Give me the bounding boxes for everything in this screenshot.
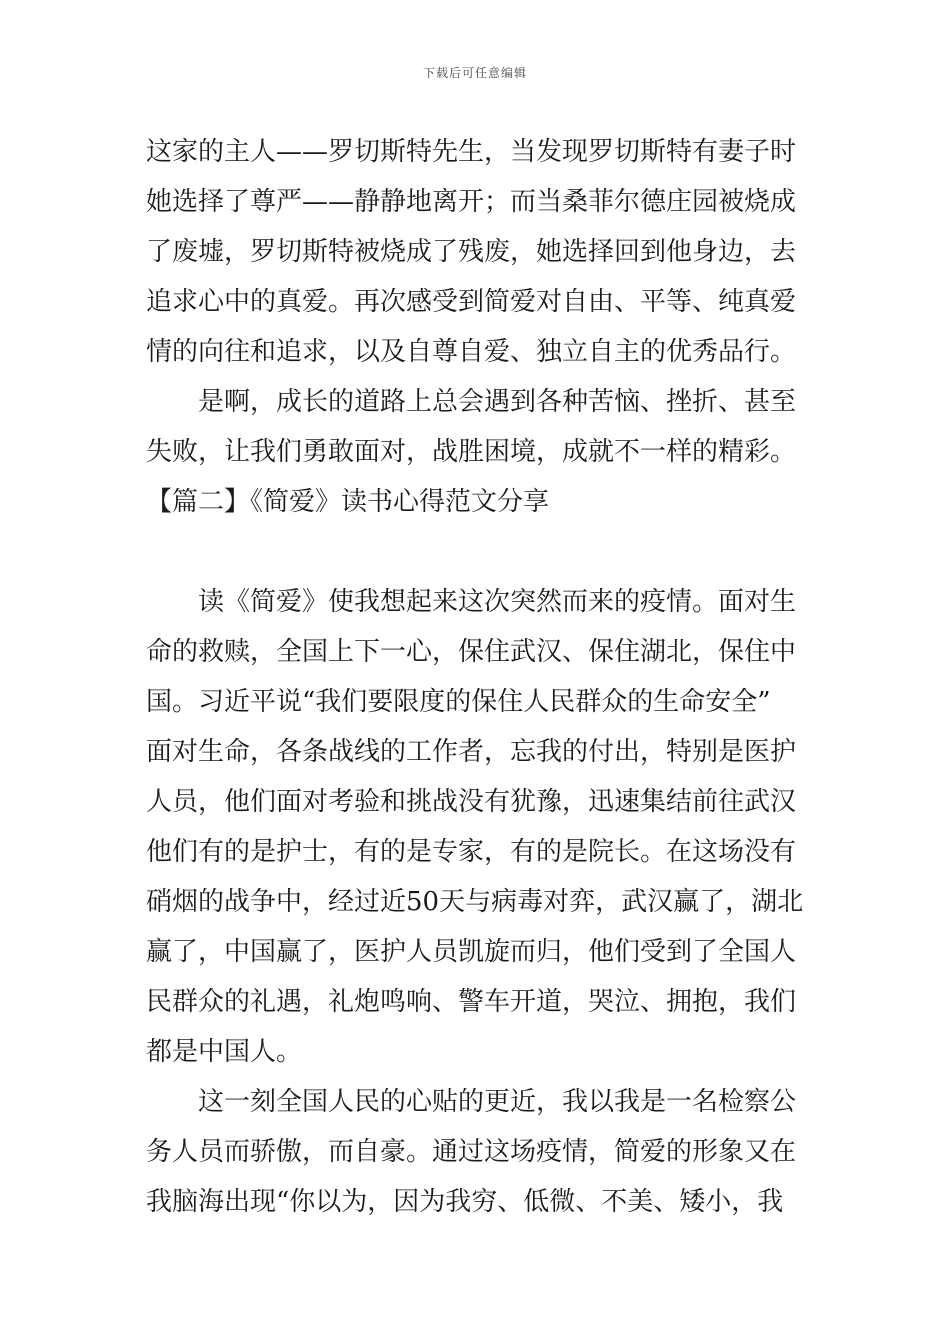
paragraph-line: 读《简爱》使我想起来这次突然而来的疫情。面对生 bbox=[198, 587, 797, 617]
paragraph-line: 了废墟，罗切斯特被烧成了残废，她选择回到他身边，去 bbox=[146, 237, 797, 267]
section-title: 【篇二】《简爱》读书心得范文分享 bbox=[146, 487, 550, 517]
paragraph-line: 赢了，中国赢了，医护人员凯旋而归，他们受到了全国人 bbox=[146, 937, 797, 967]
paragraph-line: 民群众的礼遇，礼炮鸣响、警车开道，哭泣、拥抱，我们 bbox=[146, 987, 797, 1017]
paragraph-line: 这一刻全国人民的心贴的更近，我以我是一名检察公 bbox=[198, 1087, 797, 1117]
paragraph-line: 我脑海出现“你以为，因为我穷、低微、不美、矮小，我 bbox=[146, 1187, 784, 1217]
paragraph-line: 硝烟的战争中，经过近50天与病毒对弈，武汉赢了，湖北 bbox=[146, 887, 804, 917]
paragraph-line: 人员，他们面对考验和挑战没有犹豫，迅速集结前往武汉 bbox=[146, 787, 797, 817]
paragraph-line: 务人员而骄傲，而自豪。通过这场疫情，简爱的形象又在 bbox=[146, 1137, 797, 1167]
paragraph-line: 是啊，成长的道路上总会遇到各种苦恼、挫折、甚至 bbox=[198, 387, 797, 417]
blank-line bbox=[146, 527, 806, 577]
paragraph-line: 都是中国人。 bbox=[146, 1037, 303, 1067]
paragraph-line: 面对生命，各条战线的工作者，忘我的付出，特别是医护 bbox=[146, 737, 797, 767]
paragraph-line: 这家的主人——罗切斯特先生，当发现罗切斯特有妻子时 bbox=[146, 137, 797, 167]
paragraph-4 bbox=[146, 1077, 806, 1227]
paragraph-2 bbox=[146, 377, 806, 477]
paragraph-line: 他们有的是护士，有的是专家，有的是院长。在这场没有 bbox=[146, 837, 797, 867]
document-body bbox=[146, 127, 806, 1227]
header-note: 下载后可任意编辑 bbox=[422, 66, 527, 80]
paragraph-1 bbox=[146, 127, 806, 377]
paragraph-line: 她选择了尊严——静静地离开；而当桑菲尔德庄园被烧成 bbox=[146, 187, 797, 217]
paragraph-3 bbox=[146, 577, 806, 1077]
paragraph-line: 命的救赎，全国上下一心，保住武汉、保住湖北，保住中 bbox=[146, 637, 797, 667]
paragraph-line: 失败，让我们勇敢面对，战胜困境，成就不一样的精彩。 bbox=[146, 437, 797, 467]
paragraph-line: 追求心中的真爱。再次感受到简爱对自由、平等、纯真爱 bbox=[146, 287, 797, 317]
paragraph-line: 情的向往和追求，以及自尊自爱、独立自主的优秀品行。 bbox=[146, 337, 797, 367]
paragraph-line: 国。习近平说“我们要限度的保住人民群众的生命安全” bbox=[146, 687, 771, 717]
